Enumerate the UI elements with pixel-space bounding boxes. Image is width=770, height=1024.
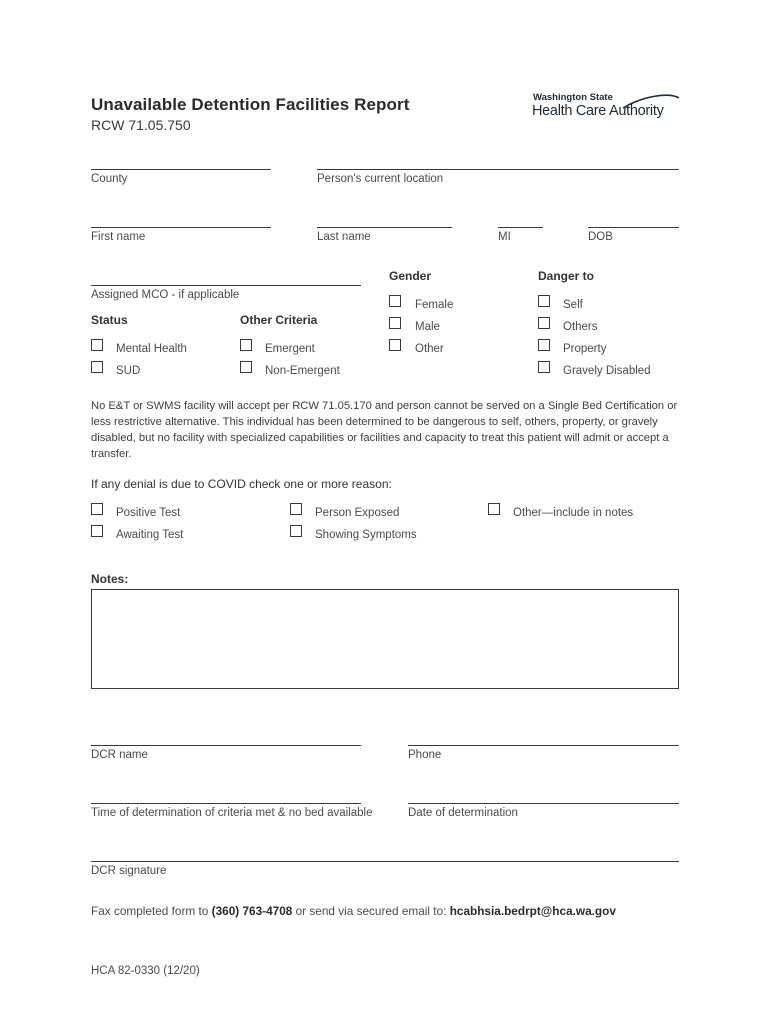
status-mental-health-label: Mental Health [116,343,187,355]
criteria-non-emergent-checkbox[interactable] [240,361,252,373]
other-criteria-heading: Other Criteria [240,313,318,327]
covid-showing-symptoms-label: Showing Symptoms [315,529,417,541]
covid-other-label: Other—include in notes [513,507,634,519]
dcr-signature-line[interactable] [91,861,679,862]
gender-male-checkbox[interactable] [389,317,401,329]
status-sud-label: SUD [116,365,141,377]
dob-line[interactable] [588,227,679,228]
status-mental-health-checkbox[interactable] [91,339,103,351]
county-line[interactable] [91,169,271,170]
logo-line-1: Washington State [533,92,613,103]
hca-logo [531,92,683,128]
danger-others-label: Others [563,321,598,333]
dob-label: DOB [588,231,613,243]
time-determination-label: Time of determination of criteria met & no bed available [91,807,373,819]
status-heading: Status [91,313,128,327]
page-title: Unavailable Detention Facilities Report [91,95,410,114]
covid-person-exposed-checkbox[interactable] [290,503,302,515]
covid-awaiting-test-checkbox[interactable] [91,525,103,537]
gender-heading: Gender [389,269,432,283]
gender-other-checkbox[interactable] [389,339,401,351]
mi-label: MI [498,231,511,243]
danger-gravely-disabled-label: Gravely Disabled [563,365,651,377]
first-name-line[interactable] [91,227,271,228]
criteria-emergent-checkbox[interactable] [240,339,252,351]
mco-label: Assigned MCO - if applicable [91,289,240,301]
date-determination-label: Date of determination [408,807,518,819]
form-code: HCA 82-0330 (12/20) [91,965,200,977]
criteria-non-emergent-label: Non-Emergent [265,365,340,377]
danger-property-checkbox[interactable] [538,339,550,351]
date-determination-line[interactable] [408,803,679,804]
fax-middle: or send via secured email to: [292,904,450,918]
danger-self-label: Self [563,299,583,311]
covid-heading: If any denial is due to COVID check one or more reason: [91,477,392,491]
logo-line-2: Health Care Authority [532,103,664,119]
time-determination-line[interactable] [91,803,361,804]
mi-line[interactable] [498,227,543,228]
notes-label: Notes: [91,572,129,586]
dcr-signature-label: DCR signature [91,865,167,877]
current-location-label: Person's current location [317,173,444,185]
fax-number: (360) 763-4708 [211,904,293,918]
danger-heading: Danger to [538,269,595,283]
criteria-emergent-label: Emergent [265,343,315,355]
covid-person-exposed-label: Person Exposed [315,507,400,519]
gender-female-checkbox[interactable] [389,295,401,307]
danger-self-checkbox[interactable] [538,295,550,307]
page-subtitle: RCW 71.05.750 [91,117,191,133]
dcr-name-line[interactable] [91,745,361,746]
danger-property-label: Property [563,343,607,355]
gender-other-label: Other [415,343,444,355]
mco-line[interactable] [91,285,361,286]
logo-swoosh-icon [531,92,683,128]
gender-female-label: Female [415,299,454,311]
status-sud-checkbox[interactable] [91,361,103,373]
covid-showing-symptoms-checkbox[interactable] [290,525,302,537]
notes-textarea[interactable] [91,589,679,689]
phone-line[interactable] [408,745,679,746]
first-name-label: First name [91,231,146,243]
current-location-line[interactable] [317,169,679,170]
covid-positive-test-label: Positive Test [116,507,181,519]
covid-other-checkbox[interactable] [488,503,500,515]
fax-prefix: Fax completed form to [91,904,212,918]
county-label: County [91,173,128,185]
danger-gravely-disabled-checkbox[interactable] [538,361,550,373]
email-address[interactable]: hcabhsia.bedrpt@hca.wa.gov [449,904,616,918]
danger-others-checkbox[interactable] [538,317,550,329]
last-name-line[interactable] [317,227,452,228]
statement-paragraph: No E&T or SWMS facility will accept per RCW 71.05.170 and person cannot be served on a Single Bed Certification or less restrictive alternative. This individual has been determined to be dangerous to self, others, property, or gravely disabled, but no facility with specialized capabilities or facilities and capacity to treat this patient will admit or accept a transfer. [91,400,678,460]
covid-awaiting-test-label: Awaiting Test [116,529,184,541]
fax-instructions [91,904,616,918]
gender-male-label: Male [415,321,440,333]
covid-positive-test-checkbox[interactable] [91,503,103,515]
dcr-name-label: DCR name [91,749,148,761]
phone-label: Phone [408,749,442,761]
last-name-label: Last name [317,231,371,243]
